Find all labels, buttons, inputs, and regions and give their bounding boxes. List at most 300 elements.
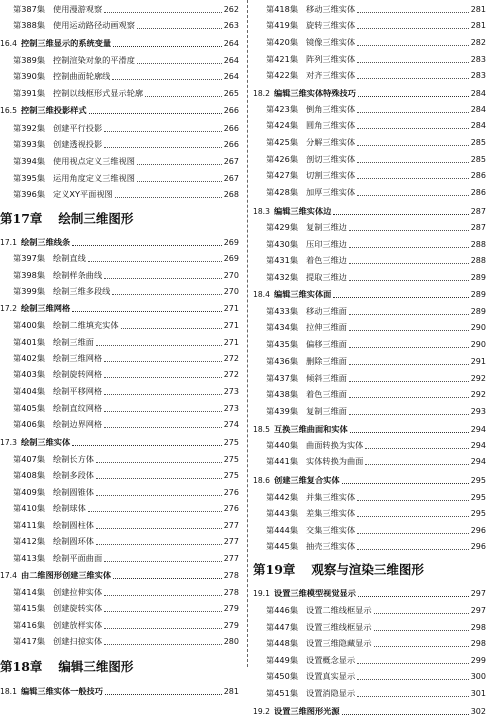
dot-leader bbox=[374, 646, 469, 647]
entry-row bbox=[0, 600, 243, 616]
episode-number: 第427集 bbox=[266, 169, 299, 180]
page-number: 272 bbox=[223, 369, 239, 379]
chapter-title: 观察与渲染三维图形 bbox=[311, 562, 424, 577]
page-number: 276 bbox=[223, 487, 239, 497]
dot-leader bbox=[358, 596, 469, 597]
entry-title: 运用角度定义三维视图 bbox=[53, 172, 135, 183]
dot-leader bbox=[357, 12, 469, 13]
entry-title: 创建旋转实体 bbox=[53, 602, 103, 613]
section-title: 控制三维显示的系统变量 bbox=[21, 37, 112, 48]
dot-leader bbox=[96, 495, 222, 496]
dot-leader bbox=[357, 145, 469, 146]
dot-leader bbox=[145, 96, 222, 97]
entry-row bbox=[253, 167, 490, 183]
entry-row bbox=[253, 151, 490, 167]
page-number: 292 bbox=[470, 373, 486, 383]
episode-number: 第396集 bbox=[13, 188, 46, 199]
section-number: 18.4 bbox=[253, 289, 270, 299]
page-number: 298 bbox=[470, 638, 486, 648]
page-number: 284 bbox=[470, 120, 486, 130]
episode-number: 第395集 bbox=[13, 172, 46, 183]
page-number: 299 bbox=[470, 655, 486, 665]
page-number: 287 bbox=[470, 222, 486, 232]
page-number: 295 bbox=[470, 475, 486, 485]
section-row bbox=[0, 683, 243, 699]
dot-leader bbox=[137, 28, 222, 29]
entry-row bbox=[0, 533, 243, 549]
section-number: 17.1 bbox=[0, 237, 17, 247]
dot-leader bbox=[349, 280, 469, 281]
episode-number: 第424集 bbox=[266, 119, 299, 130]
entry-title: 拉伸三维面 bbox=[306, 321, 347, 332]
episode-number: 第405集 bbox=[13, 402, 46, 413]
dot-leader bbox=[104, 278, 222, 279]
entry-title: 着色三维面 bbox=[306, 388, 347, 399]
page-number: 293 bbox=[470, 406, 486, 416]
dot-leader bbox=[357, 516, 469, 517]
entry-row bbox=[0, 85, 243, 101]
entry-title: 偏移三维面 bbox=[306, 338, 347, 349]
dot-leader bbox=[105, 694, 222, 695]
page-number: 281 bbox=[223, 686, 239, 696]
episode-number: 第417集 bbox=[13, 635, 46, 646]
entry-title: 绘制直纹网格 bbox=[53, 402, 103, 413]
episode-number: 第389集 bbox=[13, 54, 46, 65]
chapter-number: 第19章 bbox=[253, 562, 296, 577]
section-number: 17.3 bbox=[0, 437, 17, 447]
entry-row bbox=[0, 517, 243, 533]
section-number: 19.2 bbox=[253, 706, 270, 716]
page-number: 300 bbox=[470, 671, 486, 681]
page-number: 296 bbox=[470, 525, 486, 535]
dot-leader bbox=[357, 28, 469, 29]
episode-number: 第399集 bbox=[13, 285, 46, 296]
section-title: 设置三维图形光源 bbox=[274, 705, 340, 716]
dot-leader bbox=[72, 445, 222, 446]
dot-leader bbox=[96, 544, 222, 545]
dot-leader bbox=[342, 483, 469, 484]
entry-row bbox=[0, 383, 243, 399]
entry-row bbox=[0, 283, 243, 299]
entry-title: 实体转换为曲面 bbox=[306, 455, 364, 466]
entry-title: 移动三维实体 bbox=[306, 3, 356, 14]
page-number: 288 bbox=[470, 255, 486, 265]
entry-title: 绘制样条曲线 bbox=[53, 269, 103, 280]
dot-leader bbox=[112, 79, 221, 80]
section-number: 17.2 bbox=[0, 303, 17, 313]
chapter-heading bbox=[253, 558, 490, 580]
entry-row bbox=[0, 170, 243, 186]
entry-row bbox=[0, 633, 243, 649]
entry-row bbox=[0, 617, 243, 633]
page-number: 291 bbox=[470, 356, 486, 366]
entry-title: 提取三维边 bbox=[306, 271, 347, 282]
section-number: 18.2 bbox=[253, 88, 270, 98]
entry-title: 差集三维实体 bbox=[306, 507, 356, 518]
entry-title: 绘制二维填充实体 bbox=[53, 319, 119, 330]
entry-title: 控制渲染对象的平滑度 bbox=[53, 54, 135, 65]
episode-number: 第402集 bbox=[13, 352, 46, 363]
entry-title: 绘制平移网格 bbox=[53, 385, 103, 396]
page-number: 281 bbox=[470, 20, 486, 30]
dot-leader bbox=[104, 147, 222, 148]
section-title: 绘制三维实体 bbox=[21, 436, 71, 447]
section-number: 18.5 bbox=[253, 424, 270, 434]
section-title: 由二维图形创建三维实体 bbox=[21, 569, 112, 580]
page-number: 273 bbox=[223, 403, 239, 413]
page-number: 302 bbox=[470, 706, 486, 716]
entry-row bbox=[253, 101, 490, 117]
dot-leader bbox=[357, 500, 469, 501]
entry-row bbox=[0, 334, 243, 350]
page-number: 301 bbox=[470, 688, 486, 698]
entry-row bbox=[253, 184, 490, 200]
entry-row bbox=[0, 52, 243, 68]
section-row bbox=[253, 585, 490, 601]
dot-leader bbox=[349, 263, 469, 264]
dot-leader bbox=[104, 595, 222, 596]
page-number: 263 bbox=[223, 20, 239, 30]
entry-title: 绘制旋转网格 bbox=[53, 368, 103, 379]
page-number: 285 bbox=[470, 137, 486, 147]
entry-title: 定义XY平面视图 bbox=[53, 188, 113, 199]
entry-title: 使用运动路径动画观察 bbox=[53, 19, 135, 30]
entry-title: 设置消隐显示 bbox=[306, 687, 356, 698]
page-number: 283 bbox=[470, 54, 486, 64]
episode-number: 第440集 bbox=[266, 439, 299, 450]
page-number: 285 bbox=[470, 154, 486, 164]
page-number: 277 bbox=[223, 520, 239, 530]
entry-title: 加厚三维实体 bbox=[306, 186, 356, 197]
entry-row bbox=[253, 353, 490, 369]
dot-leader bbox=[104, 377, 222, 378]
entry-title: 绘制边界网格 bbox=[53, 418, 103, 429]
dot-leader bbox=[96, 345, 222, 346]
entry-title: 控制曲面轮廓线 bbox=[53, 70, 111, 81]
dot-leader bbox=[104, 411, 222, 412]
dot-leader bbox=[342, 714, 469, 715]
episode-number: 第420集 bbox=[266, 36, 299, 47]
page-number: 296 bbox=[470, 541, 486, 551]
dot-leader bbox=[104, 628, 222, 629]
dot-leader bbox=[357, 195, 469, 196]
entry-row bbox=[0, 467, 243, 483]
section-title: 绘制三维线条 bbox=[21, 236, 71, 247]
episode-number: 第419集 bbox=[266, 19, 299, 30]
episode-number: 第444集 bbox=[266, 524, 299, 535]
episode-number: 第447集 bbox=[266, 621, 299, 632]
entry-title: 设置三维隐藏显示 bbox=[306, 637, 372, 648]
entry-row bbox=[253, 117, 490, 133]
entry-row bbox=[0, 136, 243, 152]
page-number: 275 bbox=[223, 454, 239, 464]
dot-leader bbox=[121, 328, 222, 329]
dot-leader bbox=[365, 448, 468, 449]
episode-number: 第401集 bbox=[13, 336, 46, 347]
entry-row bbox=[253, 67, 490, 83]
dot-leader bbox=[349, 347, 469, 348]
episode-number: 第418集 bbox=[266, 3, 299, 14]
entry-row bbox=[253, 236, 490, 252]
page-number: 297 bbox=[470, 588, 486, 598]
episode-number: 第406集 bbox=[13, 418, 46, 429]
dot-leader bbox=[104, 131, 222, 132]
entry-row bbox=[0, 1, 243, 17]
page-number: 274 bbox=[223, 419, 239, 429]
entry-title: 移动三维面 bbox=[306, 305, 347, 316]
page-number: 272 bbox=[223, 353, 239, 363]
entry-row bbox=[0, 550, 243, 566]
page-number: 286 bbox=[470, 170, 486, 180]
dot-leader bbox=[137, 63, 222, 64]
entry-row bbox=[253, 134, 490, 150]
page-number: 269 bbox=[223, 237, 239, 247]
episode-number: 第441集 bbox=[266, 455, 299, 466]
episode-number: 第438集 bbox=[266, 388, 299, 399]
page-number: 271 bbox=[223, 320, 239, 330]
page-number: 266 bbox=[223, 123, 239, 133]
entry-row bbox=[253, 370, 490, 386]
section-number: 18.3 bbox=[253, 206, 270, 216]
episode-number: 第425集 bbox=[266, 136, 299, 147]
episode-number: 第398集 bbox=[13, 269, 46, 280]
page-number: 298 bbox=[470, 622, 486, 632]
episode-number: 第404集 bbox=[13, 385, 46, 396]
section-row bbox=[253, 85, 490, 101]
entry-title: 创建平行投影 bbox=[53, 122, 103, 133]
page-number: 280 bbox=[223, 636, 239, 646]
dot-leader bbox=[115, 197, 222, 198]
episode-number: 第409集 bbox=[13, 486, 46, 497]
dot-leader bbox=[349, 414, 469, 415]
dot-leader bbox=[357, 128, 469, 129]
page-number: 297 bbox=[470, 605, 486, 615]
page-number: 269 bbox=[223, 253, 239, 263]
episode-number: 第413集 bbox=[13, 552, 46, 563]
page-number: 292 bbox=[470, 389, 486, 399]
dot-leader bbox=[349, 330, 469, 331]
entry-row bbox=[253, 489, 490, 505]
page-number: 268 bbox=[223, 189, 239, 199]
chapter-title: 绘制三维图形 bbox=[58, 211, 134, 226]
dot-leader bbox=[357, 696, 469, 697]
page-number: 284 bbox=[470, 88, 486, 98]
episode-number: 第451集 bbox=[266, 687, 299, 698]
episode-number: 第403集 bbox=[13, 368, 46, 379]
episode-number: 第431集 bbox=[266, 254, 299, 265]
episode-number: 第443集 bbox=[266, 507, 299, 518]
episode-number: 第422集 bbox=[266, 69, 299, 80]
episode-number: 第450集 bbox=[266, 670, 299, 681]
episode-number: 第449集 bbox=[266, 654, 299, 665]
entry-row bbox=[0, 267, 243, 283]
section-title: 编辑三维实体面 bbox=[274, 288, 332, 299]
entry-row bbox=[0, 17, 243, 33]
dot-leader bbox=[333, 214, 468, 215]
page-number: 277 bbox=[223, 536, 239, 546]
section-number: 16.4 bbox=[0, 38, 17, 48]
entry-row bbox=[0, 153, 243, 169]
dot-leader bbox=[374, 613, 469, 614]
dot-leader bbox=[96, 462, 222, 463]
page-number: 294 bbox=[470, 456, 486, 466]
dot-leader bbox=[104, 394, 222, 395]
chapter-number: 第18章 bbox=[0, 659, 43, 674]
dot-leader bbox=[357, 178, 469, 179]
dot-leader bbox=[89, 113, 222, 114]
dot-leader bbox=[357, 679, 469, 680]
entry-row bbox=[0, 186, 243, 202]
section-number: 16.5 bbox=[0, 105, 17, 115]
episode-number: 第428集 bbox=[266, 186, 299, 197]
entry-row bbox=[0, 416, 243, 432]
entry-title: 着色三维边 bbox=[306, 254, 347, 265]
page-number: 287 bbox=[470, 206, 486, 216]
episode-number: 第387集 bbox=[13, 3, 46, 14]
section-row bbox=[253, 286, 490, 302]
dot-leader bbox=[104, 644, 222, 645]
page-number: 277 bbox=[223, 553, 239, 563]
page-number: 289 bbox=[470, 272, 486, 282]
episode-number: 第393集 bbox=[13, 138, 46, 149]
entry-title: 创建透视投影 bbox=[53, 138, 103, 149]
dot-leader bbox=[88, 511, 222, 512]
dot-leader bbox=[349, 230, 469, 231]
page-number: 288 bbox=[470, 239, 486, 249]
entry-title: 绘制球体 bbox=[53, 502, 86, 513]
page-number: 264 bbox=[223, 55, 239, 65]
entry-title: 圆角三维实体 bbox=[306, 119, 356, 130]
entry-row bbox=[0, 500, 243, 516]
section-title: 编辑三维实体一般技巧 bbox=[21, 685, 103, 696]
episode-number: 第388集 bbox=[13, 19, 46, 30]
section-title: 互换三维曲面和实体 bbox=[274, 423, 348, 434]
episode-number: 第411集 bbox=[13, 519, 46, 530]
entry-title: 绘制圆环体 bbox=[53, 535, 94, 546]
section-row bbox=[253, 203, 490, 219]
entry-title: 设置概念显示 bbox=[306, 654, 356, 665]
episode-number: 第390集 bbox=[13, 70, 46, 81]
page-number: 289 bbox=[470, 289, 486, 299]
entry-title: 对齐三维实体 bbox=[306, 69, 356, 80]
entry-row bbox=[253, 602, 490, 618]
section-title: 绘制三维网格 bbox=[21, 302, 71, 313]
dot-leader bbox=[357, 78, 469, 79]
section-row bbox=[0, 35, 243, 51]
section-row bbox=[0, 434, 243, 450]
entry-title: 并集三维实体 bbox=[306, 491, 356, 502]
section-number: 18.1 bbox=[0, 686, 17, 696]
page-number: 282 bbox=[470, 37, 486, 47]
dot-leader bbox=[357, 549, 469, 550]
page-number: 294 bbox=[470, 440, 486, 450]
dot-leader bbox=[96, 528, 222, 529]
entry-row bbox=[0, 250, 243, 266]
page-number: 264 bbox=[223, 71, 239, 81]
page-number: 265 bbox=[223, 88, 239, 98]
entry-title: 设置二维线框显示 bbox=[306, 604, 372, 615]
section-row bbox=[253, 703, 490, 719]
episode-number: 第408集 bbox=[13, 469, 46, 480]
entry-row bbox=[253, 668, 490, 684]
page-number: 271 bbox=[223, 337, 239, 347]
episode-number: 第445集 bbox=[266, 540, 299, 551]
entry-title: 镜像三维实体 bbox=[306, 36, 356, 47]
episode-number: 第407集 bbox=[13, 453, 46, 464]
page-number: 294 bbox=[470, 424, 486, 434]
dot-leader bbox=[357, 45, 469, 46]
page-number: 279 bbox=[223, 603, 239, 613]
dot-leader bbox=[357, 62, 469, 63]
dot-leader bbox=[349, 314, 469, 315]
episode-number: 第437集 bbox=[266, 372, 299, 383]
dot-leader bbox=[104, 611, 222, 612]
entry-row bbox=[253, 1, 490, 17]
section-title: 编辑三维实体边 bbox=[274, 205, 332, 216]
entry-title: 切割三维实体 bbox=[306, 169, 356, 180]
page-number: 275 bbox=[223, 470, 239, 480]
entry-title: 分解三维实体 bbox=[306, 136, 356, 147]
page-number: 289 bbox=[470, 306, 486, 316]
entry-row bbox=[253, 403, 490, 419]
entry-title: 绘制多段体 bbox=[53, 469, 94, 480]
chapter-heading bbox=[0, 207, 243, 229]
entry-row bbox=[253, 652, 490, 668]
episode-number: 第429集 bbox=[266, 221, 299, 232]
entry-title: 阵列三维实体 bbox=[306, 53, 356, 64]
entry-row bbox=[253, 453, 490, 469]
page-number: 279 bbox=[223, 620, 239, 630]
entry-row bbox=[253, 538, 490, 554]
episode-number: 第433集 bbox=[266, 305, 299, 316]
dot-leader bbox=[374, 630, 469, 631]
entry-row bbox=[253, 17, 490, 33]
episode-number: 第397集 bbox=[13, 252, 46, 263]
dot-leader bbox=[365, 464, 468, 465]
episode-number: 第423集 bbox=[266, 103, 299, 114]
dot-leader bbox=[137, 181, 222, 182]
episode-number: 第391集 bbox=[13, 87, 46, 98]
entry-title: 抽壳三维实体 bbox=[306, 540, 356, 551]
entry-row bbox=[253, 51, 490, 67]
episode-number: 第414集 bbox=[13, 586, 46, 597]
page-number: 283 bbox=[470, 70, 486, 80]
dot-leader bbox=[357, 162, 469, 163]
episode-number: 第448集 bbox=[266, 637, 299, 648]
entry-row bbox=[0, 366, 243, 382]
entry-title: 绘制三维网格 bbox=[53, 352, 103, 363]
page-number: 264 bbox=[223, 38, 239, 48]
page-number: 276 bbox=[223, 503, 239, 513]
dot-leader bbox=[72, 245, 222, 246]
entry-row bbox=[253, 219, 490, 235]
section-row bbox=[0, 567, 243, 583]
episode-number: 第412集 bbox=[13, 535, 46, 546]
episode-number: 第439集 bbox=[266, 405, 299, 416]
entry-title: 删除三维面 bbox=[306, 355, 347, 366]
page-number: 278 bbox=[223, 587, 239, 597]
dot-leader bbox=[357, 663, 469, 664]
dot-leader bbox=[104, 427, 222, 428]
entry-row bbox=[0, 451, 243, 467]
entry-row bbox=[253, 252, 490, 268]
section-title: 编辑三维实体特殊技巧 bbox=[274, 87, 356, 98]
page-number: 290 bbox=[470, 339, 486, 349]
entry-row bbox=[253, 619, 490, 635]
section-row bbox=[0, 102, 243, 118]
episode-number: 第415集 bbox=[13, 602, 46, 613]
chapter-number: 第17章 bbox=[0, 211, 43, 226]
